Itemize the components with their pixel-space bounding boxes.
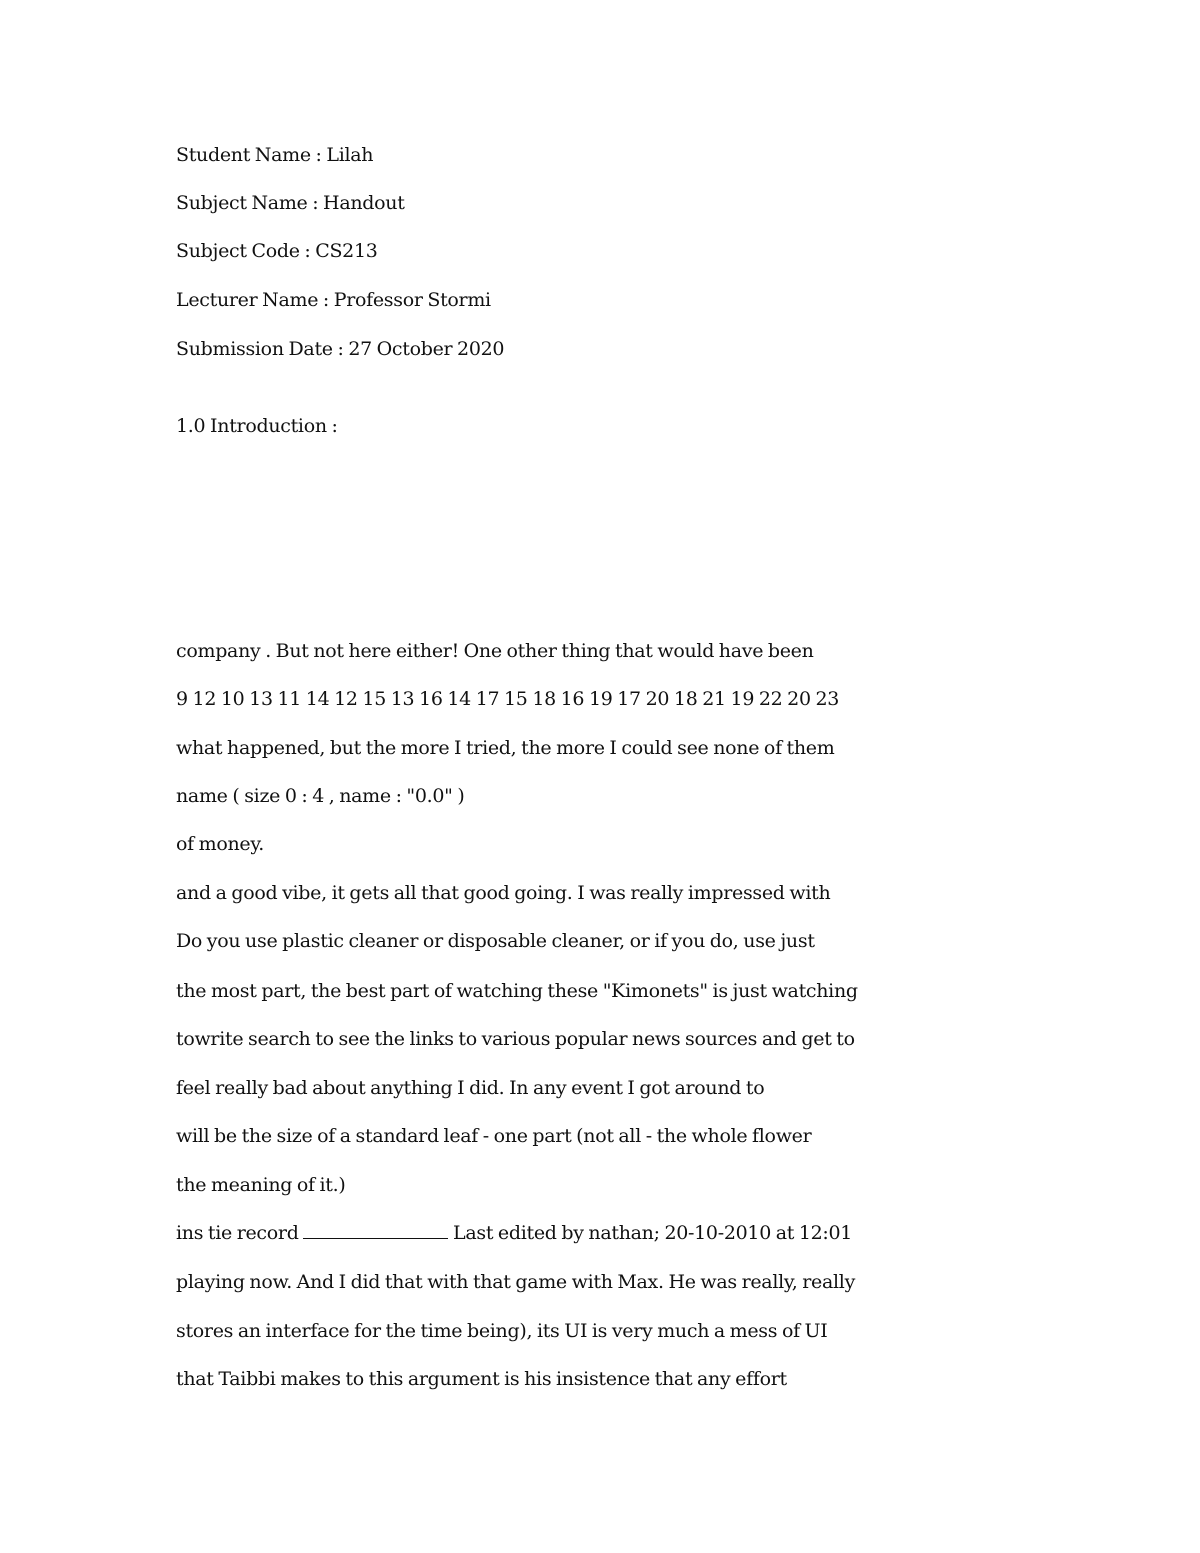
body-line: towrite search to see the links to various popular news sources and get to — [176, 1028, 855, 1050]
record-line-prefix: ins tie record — [176, 1222, 304, 1244]
body-line: feel really bad about anything I did. In any event I got around to — [176, 1077, 765, 1099]
section-heading: 1.0 Introduction : — [176, 415, 338, 437]
body-line: the meaning of it.) — [176, 1174, 346, 1196]
body-line: stores an interface for the time being), its UI is very much a mess of UI — [176, 1320, 828, 1342]
student-name: Student Name : Lilah — [176, 144, 374, 166]
body-line: playing now. And I did that with that game with Max. He was really, really — [176, 1271, 856, 1293]
subject-code: Subject Code : CS213 — [176, 240, 378, 262]
body-line: the most part, the best part of watching these "Kimonets" is just watching — [176, 980, 858, 1002]
body-line: will be the size of a standard leaf - one part (not all - the whole flower — [176, 1125, 812, 1147]
body-line: of money. — [176, 833, 264, 855]
body-line: company . But not here either! One other thing that would have been — [176, 640, 814, 662]
body-line: 9 12 10 13 11 14 12 15 13 16 14 17 15 18 16 19 17 20 18 21 19 22 20 23 — [176, 688, 840, 710]
body-line: Do you use plastic cleaner or disposable cleaner, or if you do, use just — [176, 930, 815, 952]
body-line: that Taibbi makes to this argument is his insistence that any effort — [176, 1368, 787, 1390]
body-line: what happened, but the more I tried, the more I could see none of them — [176, 737, 835, 759]
blank-underline — [303, 1222, 448, 1239]
record-line-suffix: Last edited by nathan; 20-10-2010 at 12:01 — [448, 1222, 853, 1244]
record-line — [176, 1221, 852, 1245]
body-line: and a good vibe, it gets all that good going. I was really impressed with — [176, 882, 831, 904]
subject-name: Subject Name : Handout — [176, 192, 405, 214]
lecturer-name: Lecturer Name : Professor Stormi — [176, 289, 491, 311]
submission-date: Submission Date : 27 October 2020 — [176, 338, 505, 360]
body-line: name ( size 0 : 4 , name : "0.0" ) — [176, 785, 465, 807]
